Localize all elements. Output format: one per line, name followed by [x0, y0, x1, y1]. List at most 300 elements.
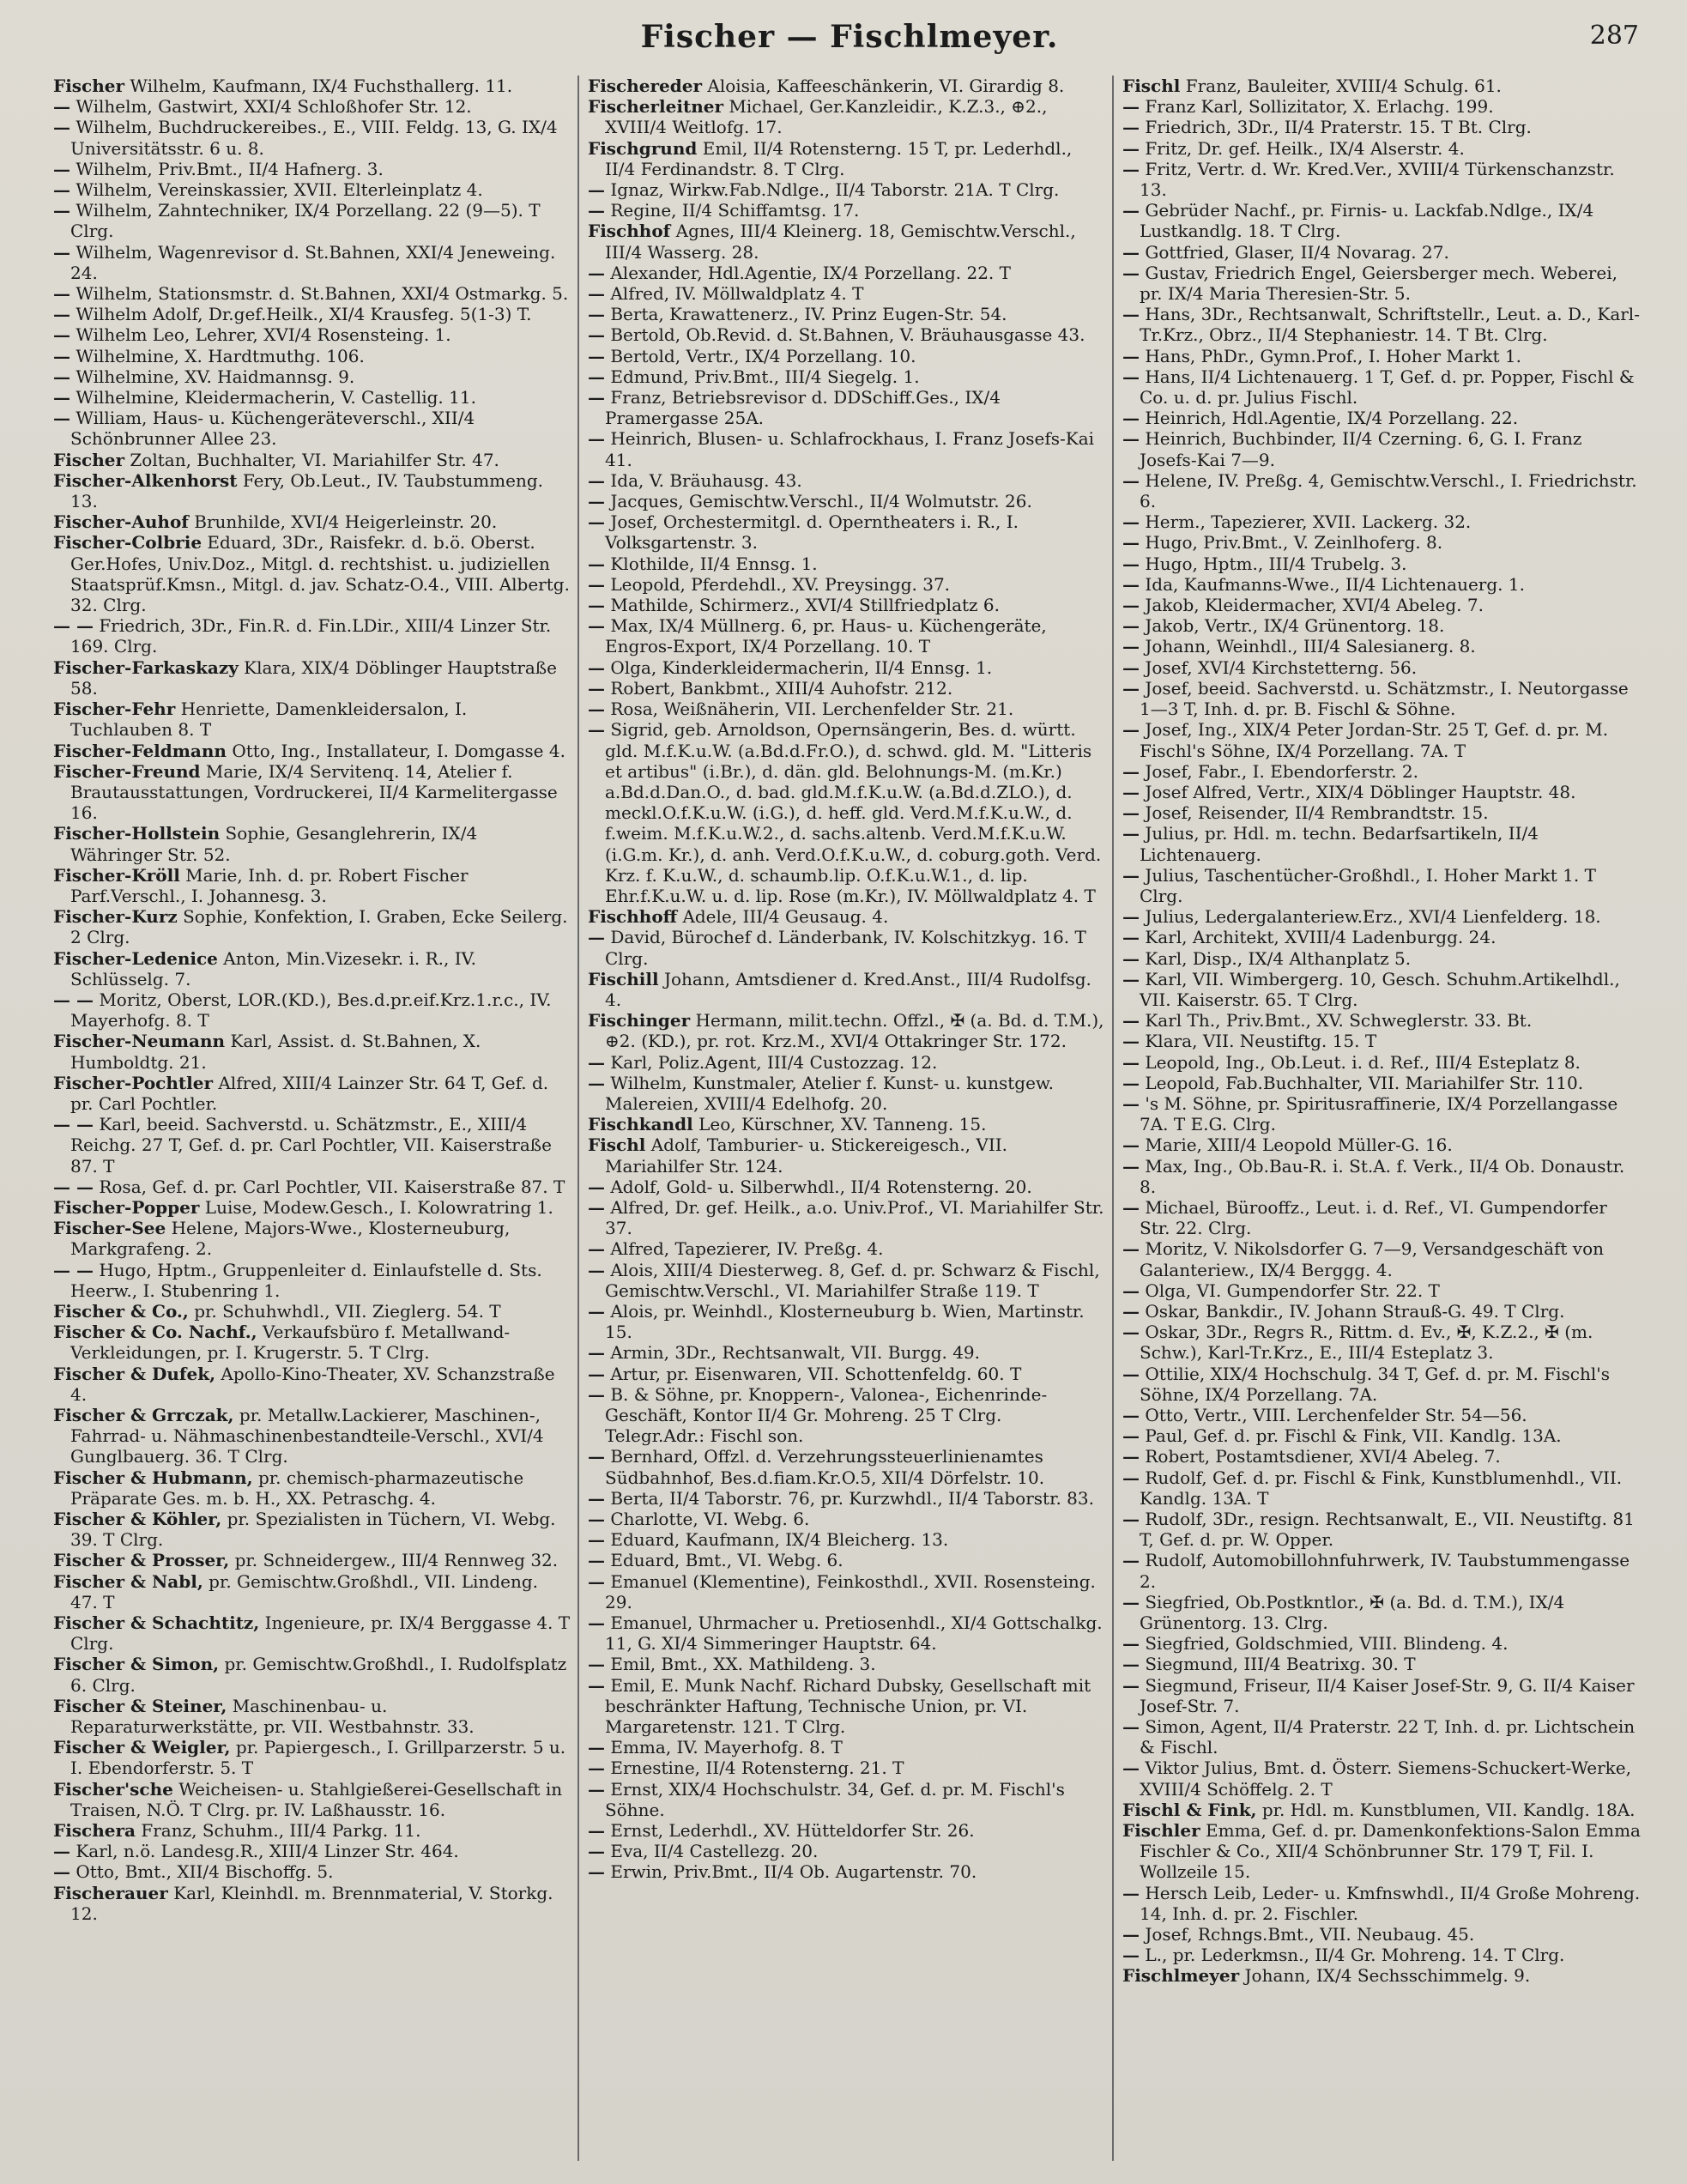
entry-surname: —	[1122, 241, 1140, 263]
entry-surname: —	[1122, 1633, 1140, 1655]
entry-details: Hugo, Priv.Bmt., V. Zeinlhoferg. 8.	[1145, 532, 1443, 554]
directory-entry	[53, 387, 571, 408]
entry-details: Edmund, Priv.Bmt., III/4 Siegelg. 1.	[610, 366, 920, 387]
entry-surname: —	[588, 324, 605, 346]
entry-surname: —	[1122, 1405, 1140, 1425]
entry-surname: Fischer-Kröll	[53, 864, 180, 886]
directory-entry	[53, 1467, 571, 1509]
entry-surname: Fischereder	[588, 76, 703, 96]
directory-entry	[588, 511, 1105, 553]
entry-details: Helene, Majors-Wwe., Klosterneuburg, Markgrafeng. 2.	[70, 1218, 511, 1260]
directory-entry	[53, 1364, 571, 1405]
directory-entry	[588, 906, 1105, 927]
entry-details: Moritz, V. Nikolsdorfer G. 7—9, Versandgeschäft von Galanteriew., IX/4 Berggg. 4.	[1140, 1238, 1605, 1280]
directory-entry	[53, 1509, 571, 1550]
directory-entry	[588, 1197, 1105, 1238]
directory-entry	[588, 304, 1105, 324]
entry-details: Mathilde, Schirmerz., XVI/4 Stillfriedplatz 6.	[610, 595, 1001, 616]
entry-surname: Fischer-Freund	[53, 760, 201, 782]
directory-entry	[53, 1114, 571, 1177]
entry-details: Johann, Amtsdiener d. Kred.Anst., III/4 Rudolfsg. 4.	[605, 968, 1091, 1010]
entry-surname: —	[1122, 1716, 1140, 1738]
entry-details: Jakob, Kleidermacher, XVI/4 Abeleg. 7.	[1145, 595, 1484, 616]
entry-surname: —	[1122, 636, 1140, 657]
entry-surname: —	[588, 1778, 605, 1800]
entry-surname: —	[588, 366, 605, 387]
directory-entry	[1122, 1280, 1642, 1301]
entry-surname: —	[588, 1861, 605, 1883]
directory-entry	[588, 1260, 1105, 1301]
entry-details: Hermann, milit.techn. Offzl., ✠ (a. Bd. d. T.M.), ⊕2. (KD.), pr. rot. Krz.M., XVI/4 Ottakringer Str. 172.	[605, 1010, 1104, 1052]
entry-surname: Fischkandl	[588, 1114, 693, 1135]
entry-details: B. & Söhne, pr. Knoppern-, Valonea-, Eichenrinde-Geschäft, Kontor II/4 Gr. Mohreng. 25 T Clrg. Telegr.Adr.: Fischl son.	[605, 1383, 1048, 1447]
entry-surname: —	[1122, 1446, 1140, 1467]
directory-entry	[588, 657, 1105, 678]
directory-entry	[1122, 242, 1642, 263]
entry-surname: —	[588, 1196, 605, 1218]
entry-surname: —	[53, 179, 70, 201]
entry-details: Marie, XIII/4 Leopold Müller-G. 16.	[1145, 1134, 1453, 1156]
directory-entry	[588, 1446, 1105, 1487]
entry-details: pr. chemisch-pharmazeutische Präparate Ges. m. b. H., XX. Petraschg. 4.	[70, 1467, 524, 1509]
entry-surname: —	[53, 241, 70, 263]
entry-surname: —	[53, 387, 70, 408]
entry-surname: —	[588, 1176, 605, 1197]
entry-surname: Fischer-Alkenhorst	[53, 469, 238, 491]
entry-details: Franz, Schuhm., III/4 Parkg. 11.	[141, 1820, 421, 1842]
directory-entry	[1122, 346, 1642, 366]
entry-details: Emanuel (Klementine), Feinkosthdl., XVII. Rosensteing. 29.	[605, 1570, 1096, 1612]
entry-details: Alois, pr. Weinhdl., Klosterneuburg b. Wien, Martinstr. 15.	[605, 1300, 1085, 1343]
directory-entry	[53, 1550, 571, 1570]
directory-entry	[53, 741, 571, 761]
entry-details: Max, IX/4 Müllnerg. 6, pr. Haus- u. Küchengeräte, Engros-Export, IX/4 Porzellang. 10. T	[605, 615, 1047, 657]
entry-details: Wilhelm, Zahntechniker, IX/4 Porzellang. 22 (9—5). T Clrg.	[70, 200, 541, 242]
entry-details: Josef, Ing., XIX/4 Peter Jordan-Str. 25 T, Gef. d. pr. M. Fischl's Söhne, IX/4 Porzellang. 7A. T	[1140, 719, 1609, 761]
entry-details: pr. Schuhwhdl., VII. Zieglerg. 54. T	[194, 1300, 501, 1322]
entry-surname: Fischer & Nabl,	[53, 1570, 203, 1592]
entry-details: pr. Spezialisten in Tüchern, VI. Webg. 39. T Clrg.	[70, 1509, 556, 1551]
entry-surname: —	[588, 615, 605, 637]
directory-entry	[53, 1218, 571, 1259]
entry-surname: —	[1122, 1674, 1140, 1696]
directory-entry	[1122, 200, 1642, 241]
entry-details: Adolf, Tamburier- u. Stickereigesch., VII. Mariahilfer Str. 124.	[605, 1134, 1007, 1177]
entry-details: Wilhelm, Kunstmaler, Atelier f. Kunst- u. kunstgew. Malereien, XVIII/4 Edelhofg. 20.	[605, 1072, 1055, 1114]
directory-entry	[1122, 1134, 1642, 1155]
entry-surname: —	[53, 304, 70, 325]
entry-surname: —	[53, 345, 70, 366]
directory-entry	[1122, 1757, 1642, 1799]
entry-details: Bertold, Vertr., IX/4 Porzellang. 10.	[610, 345, 916, 366]
directory-entry	[1122, 428, 1642, 469]
directory-entry	[1122, 906, 1642, 927]
entry-details: Leopold, Ing., Ob.Leut. i. d. Ref., III/4 Esteplatz 8.	[1145, 1051, 1581, 1073]
directory-entry	[1122, 865, 1642, 906]
entry-details: pr. Hdl. m. Kunstblumen, VII. Kandlg. 18A.	[1261, 1799, 1636, 1820]
directory-entry	[1122, 1467, 1642, 1509]
directory-entry	[1122, 117, 1642, 137]
entry-surname: —	[1122, 158, 1140, 179]
entry-details: Olga, Kinderkleidermacherin, II/4 Ennsg. 1.	[610, 656, 993, 678]
entry-details: Leopold, Pferdehdl., XV. Preysingg. 37.	[610, 573, 951, 595]
entry-details: Paul, Gef. d. pr. Fischl & Fink, VII. Kandlg. 13A.	[1145, 1425, 1562, 1447]
entry-details: Rudolf, Automobillohnfuhrwerk, IV. Taubstummengasse 2.	[1140, 1550, 1630, 1592]
directory-entry	[588, 574, 1105, 595]
entry-surname: —	[1122, 781, 1140, 802]
directory-entry	[1122, 1301, 1642, 1322]
directory-entry	[1122, 948, 1642, 969]
entry-details: Franz, Betriebsrevisor d. DDSchiff.Ges., IX/4 Pramergasse 25A.	[605, 387, 1001, 429]
directory-entry	[588, 1238, 1105, 1259]
entry-surname: Fischler	[1122, 1820, 1200, 1842]
entry-surname: —	[588, 1550, 605, 1571]
directory-entry	[1122, 263, 1642, 304]
entry-details: Josef Alfred, Vertr., XIX/4 Döblinger Hauptstr. 48.	[1145, 781, 1576, 802]
entry-details: Emil, II/4 Rotensterng. 15 T, pr. Lederhdl., II/4 Ferdinandstr. 8. T Clrg.	[605, 137, 1073, 179]
directory-entry	[53, 117, 571, 158]
directory-entry	[588, 283, 1105, 304]
directory-entry	[53, 283, 571, 304]
directory-entry	[53, 823, 571, 864]
directory-entry	[53, 1405, 571, 1467]
directory-entry	[588, 1177, 1105, 1197]
directory-entry	[588, 1737, 1105, 1757]
directory-entry	[588, 1675, 1105, 1738]
entry-surname: —	[53, 1841, 70, 1862]
entry-surname: —	[1122, 366, 1140, 387]
entry-details: Apollo-Kino-Theater, XV. Schanzstraße 4.	[70, 1363, 555, 1405]
directory-entry	[1122, 657, 1642, 678]
entry-surname: Fischill	[588, 968, 659, 989]
entry-surname: —	[1122, 595, 1140, 616]
entry-surname: Fischer-Popper	[53, 1196, 200, 1218]
entry-details: Friedrich, 3Dr., Fin.R. d. Fin.LDir., XIII/4 Linzer Str. 169. Clrg.	[70, 615, 552, 657]
entry-surname: —	[53, 200, 70, 221]
directory-entry	[1122, 1633, 1642, 1654]
directory-entry	[53, 408, 571, 449]
entry-details: Eduard, Kaufmann, IX/4 Bleicherg. 13.	[610, 1529, 949, 1551]
entry-surname: —	[1122, 96, 1140, 118]
running-title: Fischer — Fischlmeyer.	[640, 19, 1059, 55]
entry-surname: —	[1122, 615, 1140, 637]
entry-details: Wilhelm, Priv.Bmt., II/4 Hafnerg. 3.	[76, 158, 384, 179]
directory-entry	[588, 1488, 1105, 1509]
directory-entry	[1122, 1820, 1642, 1883]
directory-entry	[53, 989, 571, 1031]
entry-details: Josef, Orchestermitgl. d. Operntheaters i. R., I. Volksgartenstr. 3.	[605, 511, 1019, 554]
directory-entry	[588, 1052, 1105, 1073]
entry-details: Heinrich, Blusen- u. Schlafrockhaus, I. Franz Josefs-Kai 41.	[605, 428, 1095, 470]
entry-surname: — —	[53, 1176, 94, 1197]
directory-entry	[1122, 595, 1642, 615]
directory-entry	[588, 554, 1105, 574]
directory-entry	[53, 179, 571, 200]
directory-entry	[53, 511, 571, 532]
entry-surname: Fischer & Simon,	[53, 1654, 220, 1675]
entry-surname: —	[1122, 573, 1140, 595]
entry-surname: —	[53, 117, 70, 138]
entry-surname: Fischer-Pochtler	[53, 1072, 213, 1093]
directory-entry	[1122, 1924, 1642, 1945]
entry-surname: —	[1122, 1882, 1140, 1903]
entry-surname: —	[1122, 1300, 1140, 1322]
entry-details: Julius, Taschentücher-Großhdl., I. Hoher Markt 1. T Clrg.	[1140, 864, 1596, 906]
directory-entry	[588, 699, 1105, 719]
directory-columns	[53, 76, 1649, 2161]
entry-surname: —	[588, 491, 605, 512]
entry-surname: —	[588, 553, 605, 574]
entry-details: Wilhelm, Stationsmstr. d. St.Bahnen, XXI/4 Ostmarkg. 5.	[76, 283, 569, 305]
entry-details: Josef, Reisender, II/4 Rembrandtstr. 15.	[1145, 802, 1489, 824]
directory-entry	[588, 263, 1105, 283]
entry-surname: Fischinger	[588, 1010, 691, 1032]
directory-entry	[1122, 554, 1642, 574]
directory-entry	[1122, 1675, 1642, 1716]
entry-details: David, Bürochef d. Länderbank, IV. Kolschitzkyg. 16. T Clrg.	[605, 927, 1086, 969]
entry-surname: —	[1122, 511, 1140, 533]
entry-details: Josef, XVI/4 Kirchstetterng. 56.	[1145, 656, 1418, 678]
entry-details: Brunhilde, XVI/4 Heigerleinstr. 20.	[194, 511, 498, 533]
entry-surname: —	[1122, 1654, 1140, 1675]
directory-entry	[53, 470, 571, 511]
directory-entry	[53, 1820, 571, 1841]
directory-entry	[588, 969, 1105, 1010]
entry-details: Jacques, Gemischtw.Verschl., II/4 Wolmutstr. 26.	[610, 491, 1032, 512]
entry-details: Simon, Agent, II/4 Praterstr. 22 T, Inh. d. pr. Lichtschein & Fischl.	[1140, 1716, 1636, 1758]
entry-surname: Fischer & Weigler,	[53, 1737, 231, 1758]
entry-surname: —	[588, 1259, 605, 1280]
entry-details: Alfred, IV. Möllwaldplatz 4. T	[610, 283, 864, 305]
entry-details: Otto, Vertr., VIII. Lerchenfelder Str. 54—56.	[1145, 1405, 1527, 1425]
directory-entry	[1122, 1405, 1642, 1425]
directory-entry	[588, 1384, 1105, 1447]
entry-details: Alexander, Hdl.Agentie, IX/4 Porzellang. 22. T	[610, 262, 1011, 283]
entry-surname: —	[588, 1446, 605, 1467]
entry-details: Johann, Weinhdl., III/4 Salesianerg. 8.	[1145, 636, 1476, 657]
entry-surname: —	[1122, 117, 1140, 138]
entry-details: Viktor Julius, Bmt. d. Österr. Siemens-Schuckert-Werke, XVIII/4 Schöffelg. 2. T	[1140, 1757, 1631, 1800]
directory-entry	[1122, 408, 1642, 428]
entry-surname: —	[53, 283, 70, 305]
entry-surname: —	[1122, 262, 1140, 283]
entry-details: Emma, IV. Mayerhofg. 8. T	[610, 1737, 843, 1758]
entry-details: Oskar, Bankdir., IV. Johann Strauß-G. 49. T Clrg.	[1145, 1300, 1565, 1322]
directory-entry	[588, 1820, 1105, 1841]
entry-details: Sigrid, geb. Arnoldson, Opernsängerin, Bes. d. württ. gld. M.f.K.u.W. (a.Bd.d.Fr.O.), d. schwd. gld. M. "Litteris et artibus" (i.Br.), d. dän. gld. Belohnungs-M. (m.Kr.) a.Bd.d.Dan.O., d. bad. gld.M.f.K.u.W. (a.Bd.d.ZLO.), d. meckl.O.f.K.u.W. (i.G.), d. heff. gld. Verd.M.f.K.u.W., d. f.weim. M.f.K.u.W.2., d. sachs.altenb. Verd.M.f.K.u.W. (i.G.m. Kr.), d. anh. Verd.O.f.K.u.W., d. coburg.goth. Verd. Krz. f. K.u.W., d. schaumb.lip. O.f.K.u.W.1., d. lip. Ehr.f.K.u.W. u. d. lip. Rose (m.Kr.), IV. Möllwaldplatz 4. T	[605, 719, 1102, 906]
entry-surname: —	[588, 1072, 605, 1093]
directory-entry	[588, 1134, 1105, 1176]
entry-surname: —	[588, 699, 605, 720]
directory-entry	[588, 1757, 1105, 1778]
entry-surname: —	[588, 1654, 605, 1675]
entry-details: Otto, Ing., Installateur, I. Domgasse 4.	[232, 740, 565, 761]
entry-details: Armin, 3Dr., Rechtsanwalt, VII. Burgg. 49.	[610, 1342, 981, 1364]
directory-entry	[588, 1342, 1105, 1363]
entry-details: Emanuel, Uhrmacher u. Pretiosenhdl., XI/4 Gottschalkg. 11, G. XI/4 Simmeringer Hauptstr. 64.	[605, 1612, 1103, 1655]
directory-entry	[1122, 574, 1642, 595]
entry-details: Ernst, Lederhdl., XV. Hütteldorfer Str. 26.	[610, 1820, 975, 1842]
entry-details: Michael, Ger.Kanzleidir., K.Z.3., ⊕2., XVIII/4 Weitlofg. 17.	[605, 96, 1048, 138]
entry-surname: Fischer & Prosser,	[53, 1550, 230, 1571]
entry-surname: —	[1122, 1322, 1140, 1343]
directory-entry	[53, 1197, 571, 1218]
directory-entry	[1122, 969, 1642, 1010]
entry-surname: —	[1122, 428, 1140, 450]
entry-details: Anton, Min.Vizesekr. i. R., IV. Schlüsselg. 7.	[70, 947, 476, 989]
entry-details: Wilhelm, Wagenrevisor d. St.Bahnen, XXI/4 Jeneweing. 24.	[70, 241, 556, 283]
directory-entry	[53, 1883, 571, 1924]
entry-details: Artur, pr. Eisenwaren, VII. Schottenfeldg. 60. T	[610, 1363, 1022, 1384]
entry-details: Karl, Poliz.Agent, III/4 Custozzag. 12.	[610, 1051, 938, 1073]
entry-details: Henriette, Damenkleidersalon, I. Tuchlauben 8. T	[70, 699, 468, 741]
page-number: 287	[1589, 21, 1639, 51]
entry-surname: Fischera	[53, 1820, 136, 1842]
entry-details: Wilhelmine, X. Hardtmuthg. 106.	[76, 345, 365, 366]
directory-entry	[588, 1529, 1105, 1550]
entry-details: Karl, n.ö. Landesg.R., XIII/4 Linzer Str. 464.	[76, 1841, 459, 1862]
entry-details: Ernst, XIX/4 Hochschulstr. 34, Gef. d. pr. M. Fischl's Söhne.	[605, 1778, 1065, 1820]
directory-entry	[1122, 138, 1642, 159]
directory-entry	[588, 678, 1105, 699]
entry-details: Karl, VII. Wimbergerg. 10, Gesch. Schuhm.Artikelhdl., VII. Kaiserstr. 65. T Clrg.	[1140, 968, 1620, 1010]
entry-details: Sophie, Gesanglehrerin, IX/4 Währinger Str. 52.	[70, 823, 478, 865]
entry-surname: —	[588, 283, 605, 305]
entry-details: Karl Th., Priv.Bmt., XV. Schweglerstr. 33. Bt.	[1145, 1010, 1533, 1032]
entry-surname: Fischer & Dufek,	[53, 1363, 216, 1384]
entry-surname: —	[588, 1383, 605, 1405]
entry-surname: —	[1122, 137, 1140, 159]
entry-details: Erwin, Priv.Bmt., II/4 Ob. Augartenstr. 70.	[610, 1861, 977, 1883]
entry-details: Johann, IX/4 Sechsschimmelg. 9.	[1244, 1965, 1531, 1987]
entry-surname: —	[588, 1570, 605, 1592]
entry-surname: —	[53, 1861, 70, 1883]
directory-entry	[1122, 470, 1642, 511]
entry-details: Leopold, Fab.Buchhalter, VII. Mariahilfer Str. 110.	[1145, 1072, 1584, 1093]
directory-entry	[588, 324, 1105, 345]
entry-details: Ottilie, XIX/4 Hochschulg. 34 T, Gef. d. pr. M. Fischl's Söhne, IX/4 Porzellang. 7A.	[1140, 1363, 1610, 1405]
directory-entry	[588, 221, 1105, 262]
entry-details: Josef, Fabr., I. Ebendorferstr. 2.	[1145, 760, 1419, 782]
directory-entry	[588, 200, 1105, 221]
entry-details: Marie, IX/4 Servitenq. 14, Atelier f. Brautausstattungen, Vordruckerei, II/4 Karmelitergasse 16.	[70, 760, 558, 824]
entry-surname: Fischer & Schachtitz,	[53, 1612, 260, 1634]
directory-entry	[588, 387, 1105, 428]
entry-details: Rosa, Weißnäherin, VII. Lerchenfelder Str. 21.	[610, 699, 1014, 720]
entry-surname: —	[1122, 1280, 1140, 1301]
directory-entry	[53, 324, 571, 345]
directory-entry	[1122, 1052, 1642, 1073]
entry-surname: — —	[53, 1114, 94, 1135]
entry-surname: —	[1122, 1051, 1140, 1073]
entry-surname: Fischer-Fehr	[53, 699, 176, 720]
entry-details: Emil, E. Munk Nachf. Richard Dubsky, Gesellschaft mit beschränkter Haftung, Technische Union, pr. VI. Margaretenstr. 121. T Clrg.	[605, 1674, 1091, 1738]
entry-surname: —	[1122, 304, 1140, 325]
entry-details: Siegfried, Goldschmied, VIII. Blindeng. 4.	[1145, 1633, 1509, 1655]
entry-surname: —	[588, 387, 605, 408]
entry-details: Ingenieure, pr. IX/4 Berggasse 4. T Clrg.	[70, 1612, 571, 1655]
column-3	[1122, 76, 1648, 2161]
directory-entry	[53, 366, 571, 387]
entry-details: Robert, Bankbmt., XIII/4 Auhofstr. 212.	[610, 677, 953, 699]
entry-surname: Fischer	[53, 449, 125, 470]
directory-entry	[1122, 1800, 1642, 1820]
directory-entry	[53, 76, 571, 96]
directory-entry	[53, 346, 571, 366]
directory-entry	[1122, 823, 1642, 864]
entry-surname: Fischer	[53, 76, 125, 96]
entry-details: Friedrich, 3Dr., II/4 Praterstr. 15. T Bt. Clrg.	[1145, 117, 1532, 138]
directory-entry	[1122, 1093, 1642, 1134]
entry-surname: —	[588, 1529, 605, 1551]
directory-entry	[1122, 1654, 1642, 1674]
entry-details: Adolf, Gold- u. Silberwhdl., II/4 Rotensterng. 20.	[610, 1176, 1032, 1197]
directory-entry	[588, 96, 1105, 137]
entry-surname: Fischl	[1122, 76, 1181, 96]
entry-details: Karl, Disp., IX/4 Althanplatz 5.	[1145, 947, 1412, 969]
entry-details: Gustav, Friedrich Engel, Geiersberger mech. Weberei, pr. IX/4 Maria Theresien-Str. 5.	[1140, 262, 1617, 305]
entry-details: Ida, V. Bräuhausg. 43.	[610, 469, 802, 491]
entry-details: Bertold, Ob.Revid. d. St.Bahnen, V. Bräuhausgasse 43.	[610, 324, 1085, 346]
entry-surname: Fischer-Kurz	[53, 906, 178, 928]
entry-surname: —	[588, 595, 605, 616]
entry-surname: —	[1122, 677, 1140, 699]
entry-details: Bernhard, Offzl. d. Verzehrungssteuerlinienamtes Südbahnhof, Bes.d.fiam.Kr.O.5, XII/4 Dörfelstr. 10.	[605, 1446, 1045, 1488]
entry-surname: —	[588, 1841, 605, 1862]
entry-surname: —	[1122, 1363, 1140, 1384]
directory-entry	[1122, 304, 1642, 345]
entry-details: Eva, II/4 Castellezg. 20.	[610, 1841, 819, 1862]
directory-entry	[588, 719, 1105, 906]
entry-details: Emma, Gef. d. pr. Damenkonfektions-Salon Emma Fischler & Co., XII/4 Schönbrunner Str. 179 T, Fil. I. Wollzeile 15.	[1140, 1820, 1641, 1883]
entry-details: pr. Gemischtw.Großhdl., VII. Lindeng. 47. T	[70, 1570, 538, 1612]
entry-details: pr. Metallw.Lackierer, Maschinen-, Fahrrad- u. Nähmaschinenbestandteile-Verschl., XVI/4 Gunglbauerg. 36. T Clrg.	[70, 1405, 544, 1467]
entry-surname: Fischlmeyer	[1122, 1965, 1240, 1987]
directory-entry	[53, 657, 571, 699]
directory-entry	[53, 1031, 571, 1072]
directory-entry	[588, 470, 1105, 491]
entry-surname: —	[1122, 532, 1140, 554]
directory-entry	[588, 346, 1105, 366]
entry-surname: —	[588, 1820, 605, 1842]
directory-entry	[1122, 636, 1642, 656]
entry-details: Agnes, III/4 Kleinerg. 18, Gemischtw.Verschl., III/4 Wasserg. 28.	[605, 221, 1076, 263]
entry-surname: —	[1122, 927, 1140, 948]
column-1	[53, 76, 579, 2161]
directory-entry	[588, 1841, 1105, 1861]
entry-surname: —	[53, 158, 70, 179]
directory-entry	[588, 1550, 1105, 1570]
directory-entry	[53, 1301, 571, 1322]
entry-surname: —	[1122, 1072, 1140, 1093]
entry-surname: —	[1122, 719, 1140, 741]
entry-surname: —	[1122, 1031, 1140, 1052]
entry-details: Hugo, Hptm., III/4 Trubelg. 3.	[1145, 553, 1407, 574]
directory-entry	[53, 1322, 571, 1363]
entry-details: Siegmund, III/4 Beatrixg. 30. T	[1145, 1654, 1416, 1675]
directory-entry	[53, 242, 571, 283]
entry-surname: Fischer'sche	[53, 1778, 173, 1800]
entry-details: Robert, Postamtsdiener, XVI/4 Abeleg. 7.	[1145, 1446, 1501, 1467]
directory-entry	[1122, 1592, 1642, 1633]
entry-surname: —	[1122, 1010, 1140, 1032]
directory-entry	[1122, 1446, 1642, 1467]
entry-surname: —	[588, 304, 605, 325]
entry-surname: —	[588, 200, 605, 221]
entry-details: Karl, Assist. d. St.Bahnen, X. Humboldtg. 21.	[70, 1031, 481, 1073]
entry-details: Wilhelm, Kaufmann, IX/4 Fuchsthallerg. 11.	[130, 76, 513, 96]
entry-details: Karl, Architekt, XVIII/4 Ladenburgg. 24.	[1145, 927, 1497, 948]
